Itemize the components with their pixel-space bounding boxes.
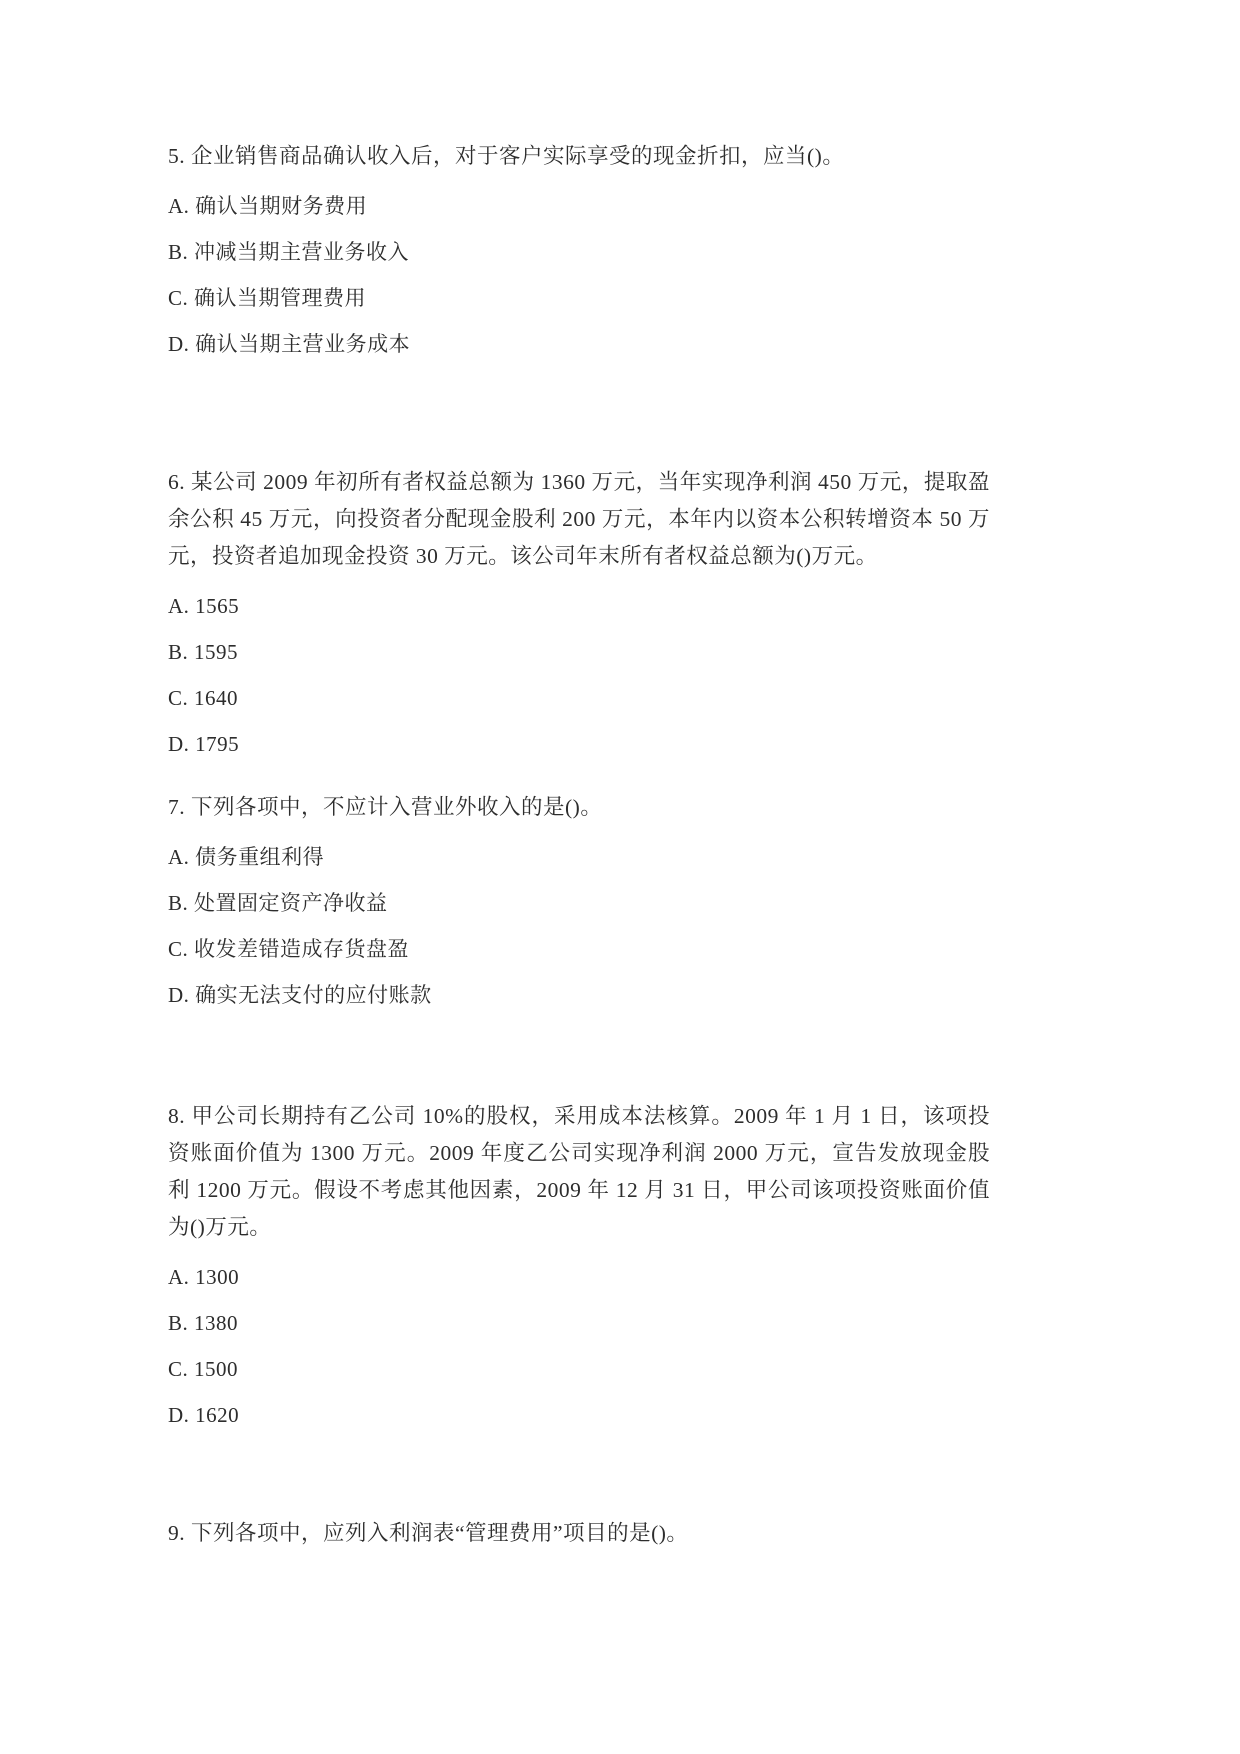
- question-6-stem: 6. 某公司 2009 年初所有者权益总额为 1360 万元，当年实现净利润 450 万元，提取盈余公积 45 万元，向投资者分配现金股利 200 万元，本年内以资本公积转增资本 50 万元，投资者追加现金投资 30 万元。该公司年末所有者权益总额为()万元。: [168, 470, 990, 568]
- question-5-stem: 5. 企业销售商品确认收入后，对于客户实际享受的现金折扣，应当()。: [168, 144, 845, 168]
- question-8: [168, 1098, 990, 1430]
- question-8-option-d: D. 1620: [168, 1403, 240, 1427]
- question-5: [168, 138, 990, 359]
- question-7: [168, 789, 990, 1010]
- question-9: [168, 1515, 990, 1552]
- question-6-option-c: C. 1640: [168, 686, 239, 710]
- question-7-option-a: A. 债务重组利得: [168, 845, 325, 869]
- question-7-option-b: B. 处置固定资产净收益: [168, 891, 388, 915]
- question-8-option-c: C. 1500: [168, 1357, 239, 1381]
- question-7-stem: 7. 下列各项中，不应计入营业外收入的是()。: [168, 795, 603, 819]
- question-5-option-c: C. 确认当期管理费用: [168, 286, 367, 310]
- question-8-option-a: A. 1300: [168, 1265, 240, 1289]
- question-7-option-c: C. 收发差错造成存货盘盈: [168, 937, 410, 961]
- question-6: [168, 464, 990, 759]
- question-5-option-d: D. 确认当期主营业务成本: [168, 332, 411, 356]
- question-8-option-b: B. 1380: [168, 1311, 239, 1335]
- question-9-stem: 9. 下列各项中，应列入利润表“管理费用”项目的是()。: [168, 1521, 689, 1545]
- exam-content: [168, 138, 990, 1552]
- question-6-option-b: B. 1595: [168, 640, 239, 664]
- question-5-option-a: A. 确认当期财务费用: [168, 194, 368, 218]
- question-5-option-b: B. 冲减当期主营业务收入: [168, 240, 410, 264]
- question-7-option-d: D. 确实无法支付的应付账款: [168, 983, 432, 1007]
- question-8-stem: 8. 甲公司长期持有乙公司 10%的股权，采用成本法核算。2009 年 1 月 1 日，该项投资账面价值为 1300 万元。2009 年度乙公司实现净利润 2000 万元，宣告发放现金股利 1200 万元。假设不考虑其他因素，2009 年 12 月 31 日，甲公司该项投资账面价值为()万元。: [168, 1104, 990, 1239]
- question-6-option-d: D. 1795: [168, 732, 240, 756]
- question-6-option-a: A. 1565: [168, 594, 240, 618]
